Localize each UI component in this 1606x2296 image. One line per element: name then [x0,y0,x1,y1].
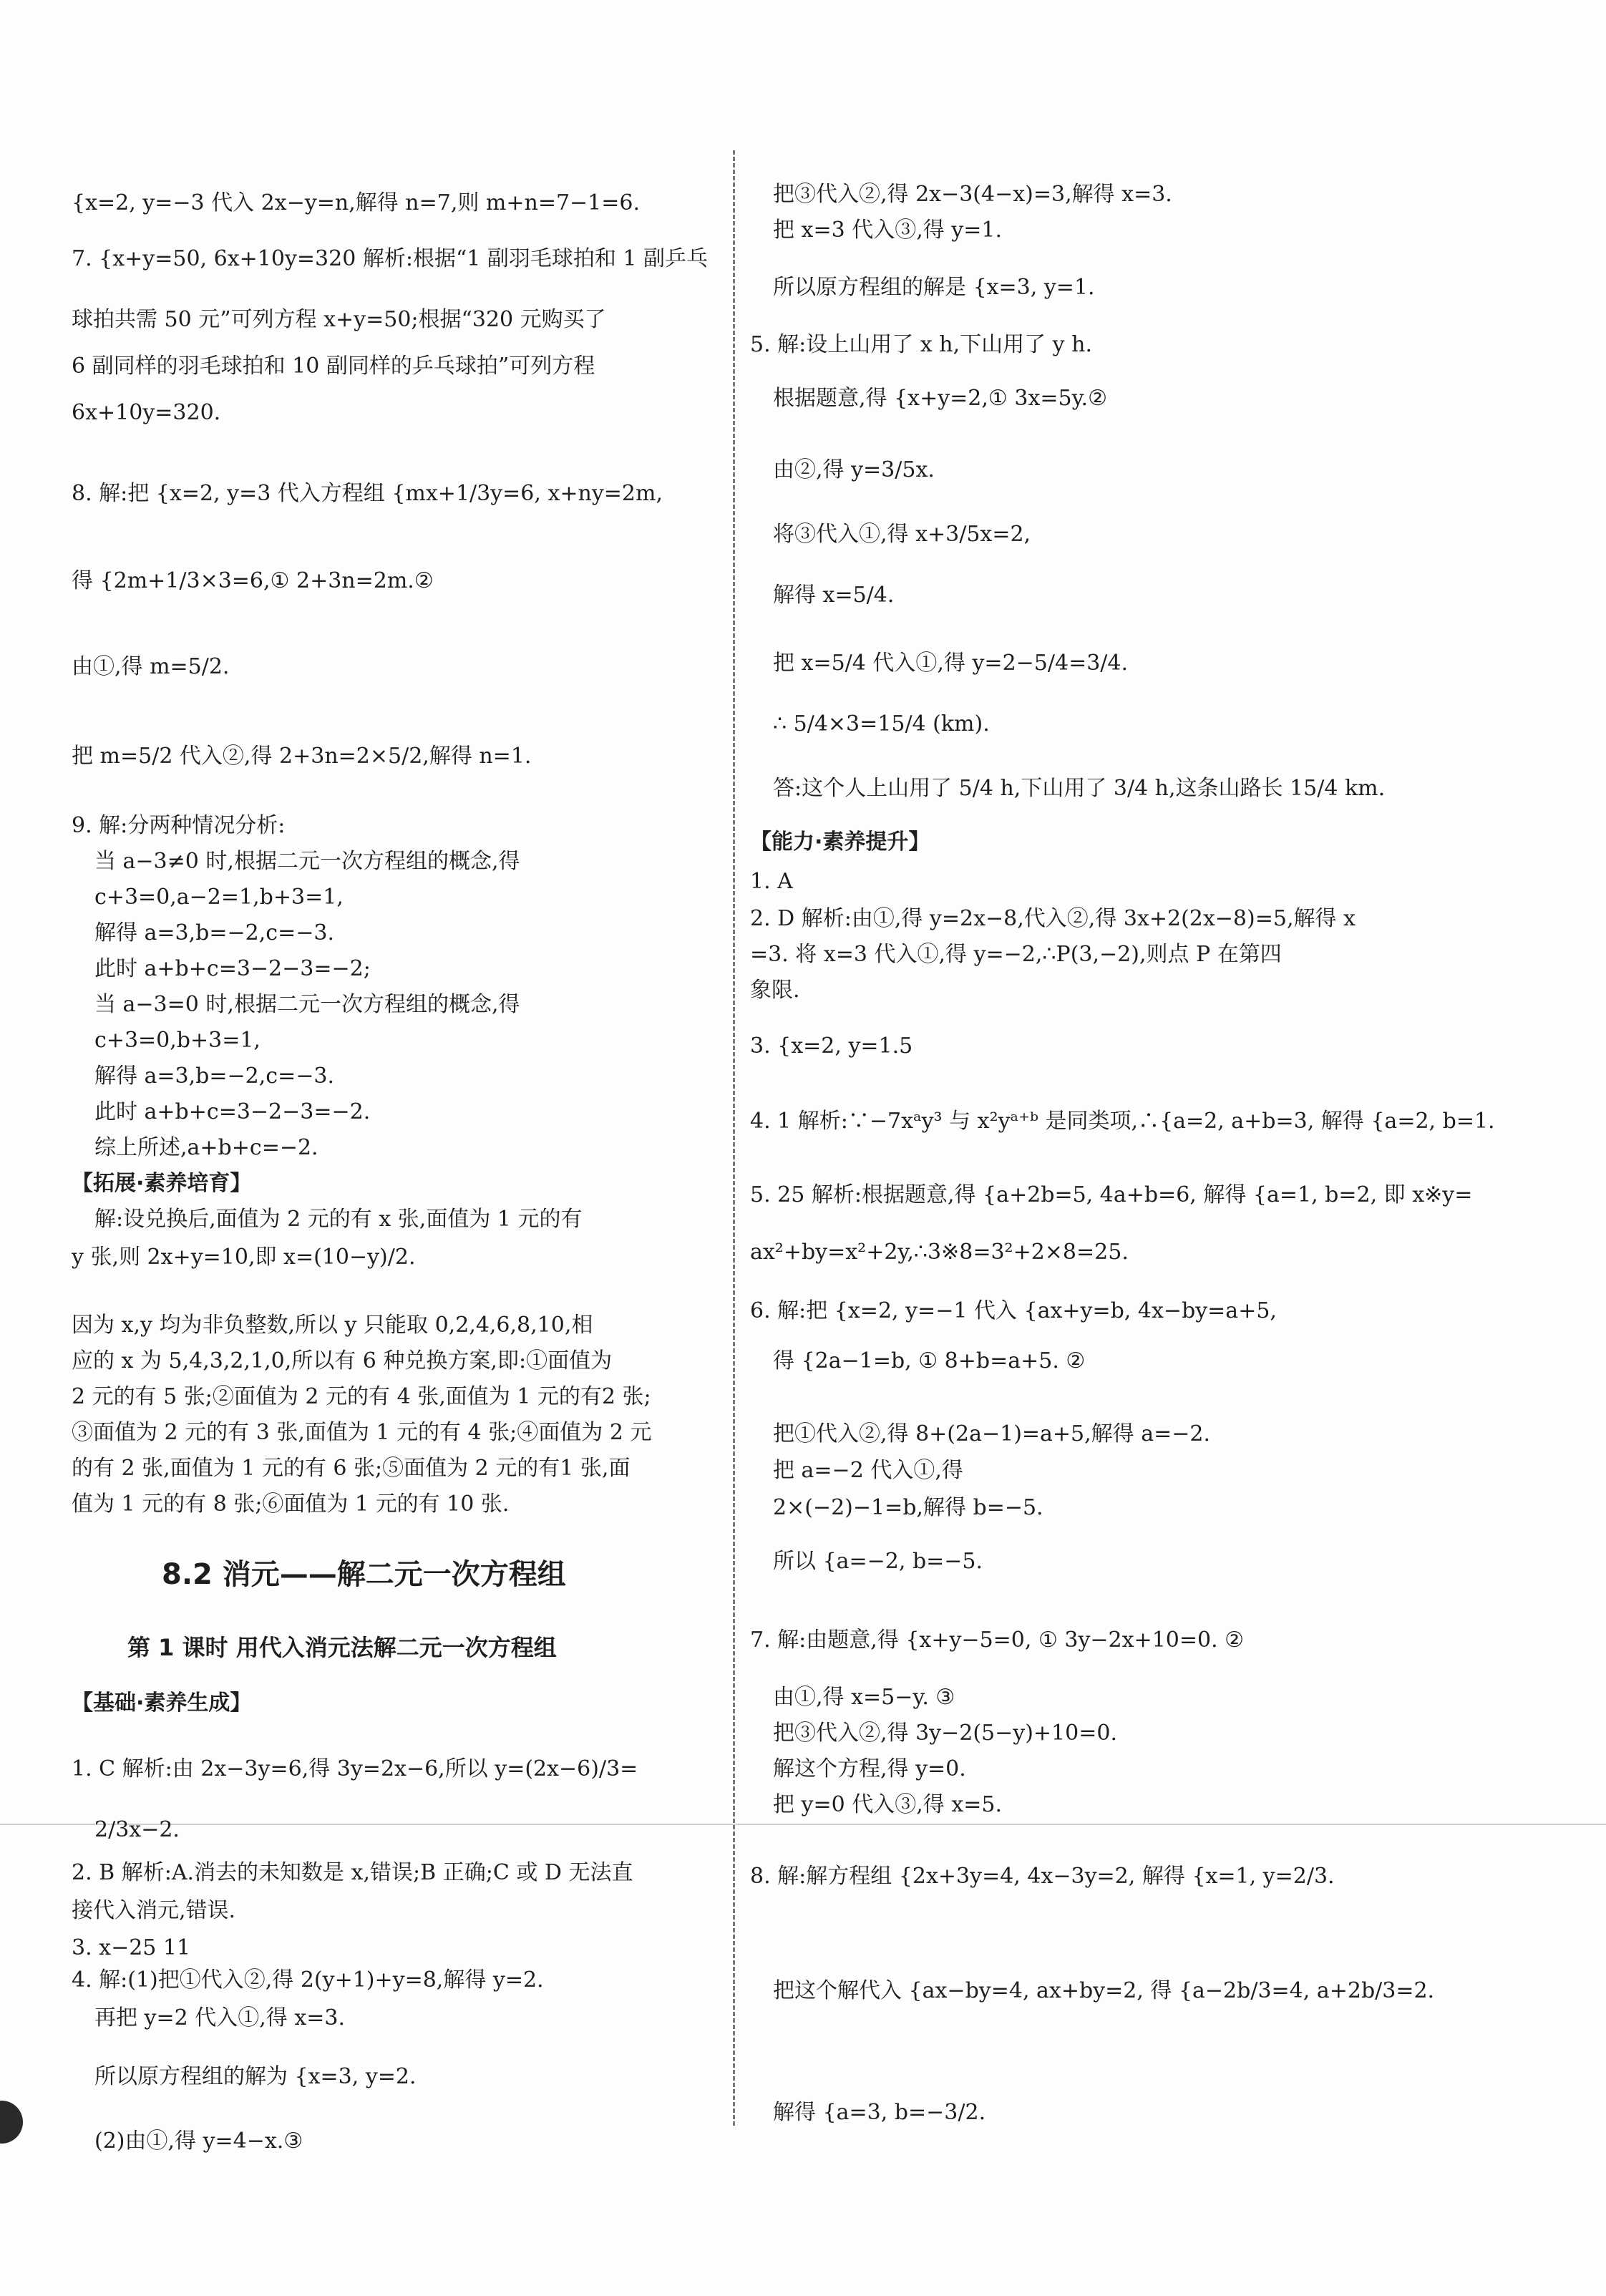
left-line: c+3=0,b+3=1, [94,1028,261,1053]
left-line: 1. C 解析:由 2x−3y=6,得 3y=2x−6,所以 y=(2x−6)/3= [72,1756,638,1781]
left-line: 6x+10y=320. [72,400,221,425]
right-line: 7. 解:由题意,得 {x+y−5=0, ① 3y−2x+10=0. ② [750,1628,1245,1653]
left-line: 所以原方程组的解为 {x=3, y=2. [94,2064,417,2089]
right-line: 把 a=−2 代入①,得 [773,1458,963,1483]
right-line: 所以原方程组的解是 {x=3, y=1. [773,275,1095,300]
right-line: 8. 解:解方程组 {2x+3y=4, 4x−3y=2, 解得 {x=1, y=2/3. [750,1864,1335,1889]
left-line: {x=2, y=−3 代入 2x−y=n,解得 n=7,则 m+n=7−1=6. [72,190,641,215]
left-line: 3. x−25 11 [72,1935,191,1960]
right-line: 答:这个人上山用了 5/4 h,下山用了 3/4 h,这条山路长 15/4 km. [773,776,1386,801]
left-line: 6 副同样的羽毛球拍和 10 副同样的乒乓球拍”可列方程 [72,354,595,379]
column-divider [733,150,735,2126]
left-line: c+3=0,a−2=1,b+3=1, [94,885,344,910]
right-line: 把 x=3 代入③,得 y=1. [773,218,1002,243]
left-line: 2/3x−2. [94,1817,180,1842]
left-line: 此时 a+b+c=3−2−3=−2; [94,956,371,981]
right-line: 把 x=5/4 代入①,得 y=2−5/4=3/4. [773,651,1129,676]
right-line: 2×(−2)−1=b,解得 b=−5. [773,1495,1043,1520]
left-line: 当 a−3≠0 时,根据二元一次方程组的概念,得 [94,849,520,874]
right-line: 所以 {a=−2, b=−5. [773,1549,983,1574]
right-line: 解得 x=5/4. [773,583,895,608]
left-line: 综上所述,a+b+c=−2. [94,1135,318,1160]
right-line: 解这个方程,得 y=0. [773,1756,966,1781]
right-line: 6. 解:把 {x=2, y=−1 代入 {ax+y=b, 4x−by=a+5, [750,1298,1277,1323]
left-line: (2)由①,得 y=4−x.③ [94,2129,303,2154]
left-line: 当 a−3=0 时,根据二元一次方程组的概念,得 [94,992,520,1017]
right-line: 5. 25 解析:根据题意,得 {a+2b=5, 4a+b=6, 解得 {a=1, b=2, 即 x※y= [750,1182,1473,1207]
left-line: 第 1 课时 用代入消元法解二元一次方程组 [127,1634,557,1661]
page-fold-line [0,1824,1606,1825]
left-line: 【拓展·素养培育】 [72,1171,252,1196]
right-line: 把③代入②,得 2x−3(4−x)=3,解得 x=3. [773,182,1172,207]
left-line: 2 元的有 5 张;②面值为 2 元的有 4 张,面值为 1 元的有2 张; [72,1384,651,1409]
left-line: 此时 a+b+c=3−2−3=−2. [94,1099,371,1124]
right-line: 把①代入②,得 8+(2a−1)=a+5,解得 a=−2. [773,1421,1211,1446]
left-line: ③面值为 2 元的有 3 张,面值为 1 元的有 4 张;④面值为 2 元 [72,1420,652,1445]
left-line: 解:设兑换后,面值为 2 元的有 x 张,面值为 1 元的有 [94,1207,583,1232]
right-line: 得 {2a−1=b, ① 8+b=a+5. ② [773,1348,1086,1373]
left-line: 应的 x 为 5,4,3,2,1,0,所以有 6 种兑换方案,即:①面值为 [72,1348,613,1373]
left-line: 8.2 消元——解二元一次方程组 [162,1558,566,1591]
page-number-badge [0,2101,23,2144]
left-line: 的有 2 张,面值为 1 元的有 6 张;⑤面值为 2 元的有1 张,面 [72,1456,631,1481]
left-line: 把 m=5/2 代入②,得 2+3n=2×5/2,解得 n=1. [72,744,532,769]
right-line: 根据题意,得 {x+y=2,① 3x=5y.② [773,386,1107,411]
right-line: ∴ 5/4×3=15/4 (km). [773,711,990,736]
right-line: 由①,得 x=5−y. ③ [773,1685,955,1710]
right-line: 4. 1 解析:∵−7xᵃy³ 与 x²yᵃ⁺ᵇ 是同类项,∴{a=2, a+b=3, 解得 {a=2, b=1. [750,1109,1495,1134]
right-line: 1. A [750,869,793,894]
left-line: 球拍共需 50 元”可列方程 x+y=50;根据“320 元购买了 [72,307,606,332]
left-line: 得 {2m+1/3×3=6,① 2+3n=2m.② [72,568,434,593]
left-line: 接代入消元,错误. [72,1898,236,1923]
right-line: 解得 {a=3, b=−3/2. [773,2100,986,2125]
left-line: 2. B 解析:A.消去的未知数是 x,错误;B 正确;C 或 D 无法直 [72,1860,633,1885]
right-line: 3. {x=2, y=1.5 [750,1033,913,1059]
left-line: 7. {x+y=50, 6x+10y=320 解析:根据“1 副羽毛球拍和 1 副乒乓 [72,246,709,271]
right-line: 把 y=0 代入③,得 x=5. [773,1792,1002,1817]
right-line: 【能力·素养提升】 [750,830,930,855]
right-line: 将③代入①,得 x+3/5x=2, [773,522,1031,547]
left-line: 4. 解:(1)把①代入②,得 2(y+1)+y=8,解得 y=2. [72,1967,544,1993]
right-line: =3. 将 x=3 代入①,得 y=−2,∴P(3,−2),则点 P 在第四 [750,942,1282,967]
left-line: y 张,则 2x+y=10,即 x=(10−y)/2. [72,1245,416,1270]
left-line: 8. 解:把 {x=2, y=3 代入方程组 {mx+1/3y=6, x+ny=2m, [72,481,663,506]
right-line: 把③代入②,得 3y−2(5−y)+10=0. [773,1721,1117,1746]
left-line: 【基础·素养生成】 [72,1691,252,1716]
left-line: 由①,得 m=5/2. [72,654,230,679]
left-line: 9. 解:分两种情况分析: [72,813,286,838]
left-line: 解得 a=3,b=−2,c=−3. [94,920,334,945]
left-line: 因为 x,y 均为非负整数,所以 y 只能取 0,2,4,6,8,10,相 [72,1313,593,1338]
right-line: 2. D 解析:由①,得 y=2x−8,代入②,得 3x+2(2x−8)=5,解得 x [750,906,1356,931]
right-line: 由②,得 y=3/5x. [773,457,935,482]
right-line: 把这个解代入 {ax−by=4, ax+by=2, 得 {a−2b/3=4, a+2b/3=2. [773,1978,1435,2003]
right-line: 5. 解:设上山用了 x h,下山用了 y h. [750,332,1092,357]
right-line: ax²+by=x²+2y,∴3※8=3²+2×8=25. [750,1240,1129,1265]
left-line: 值为 1 元的有 8 张;⑥面值为 1 元的有 10 张. [72,1492,510,1517]
right-line: 象限. [750,978,800,1003]
left-line: 解得 a=3,b=−2,c=−3. [94,1064,334,1089]
left-line: 再把 y=2 代入①,得 x=3. [94,2005,345,2030]
